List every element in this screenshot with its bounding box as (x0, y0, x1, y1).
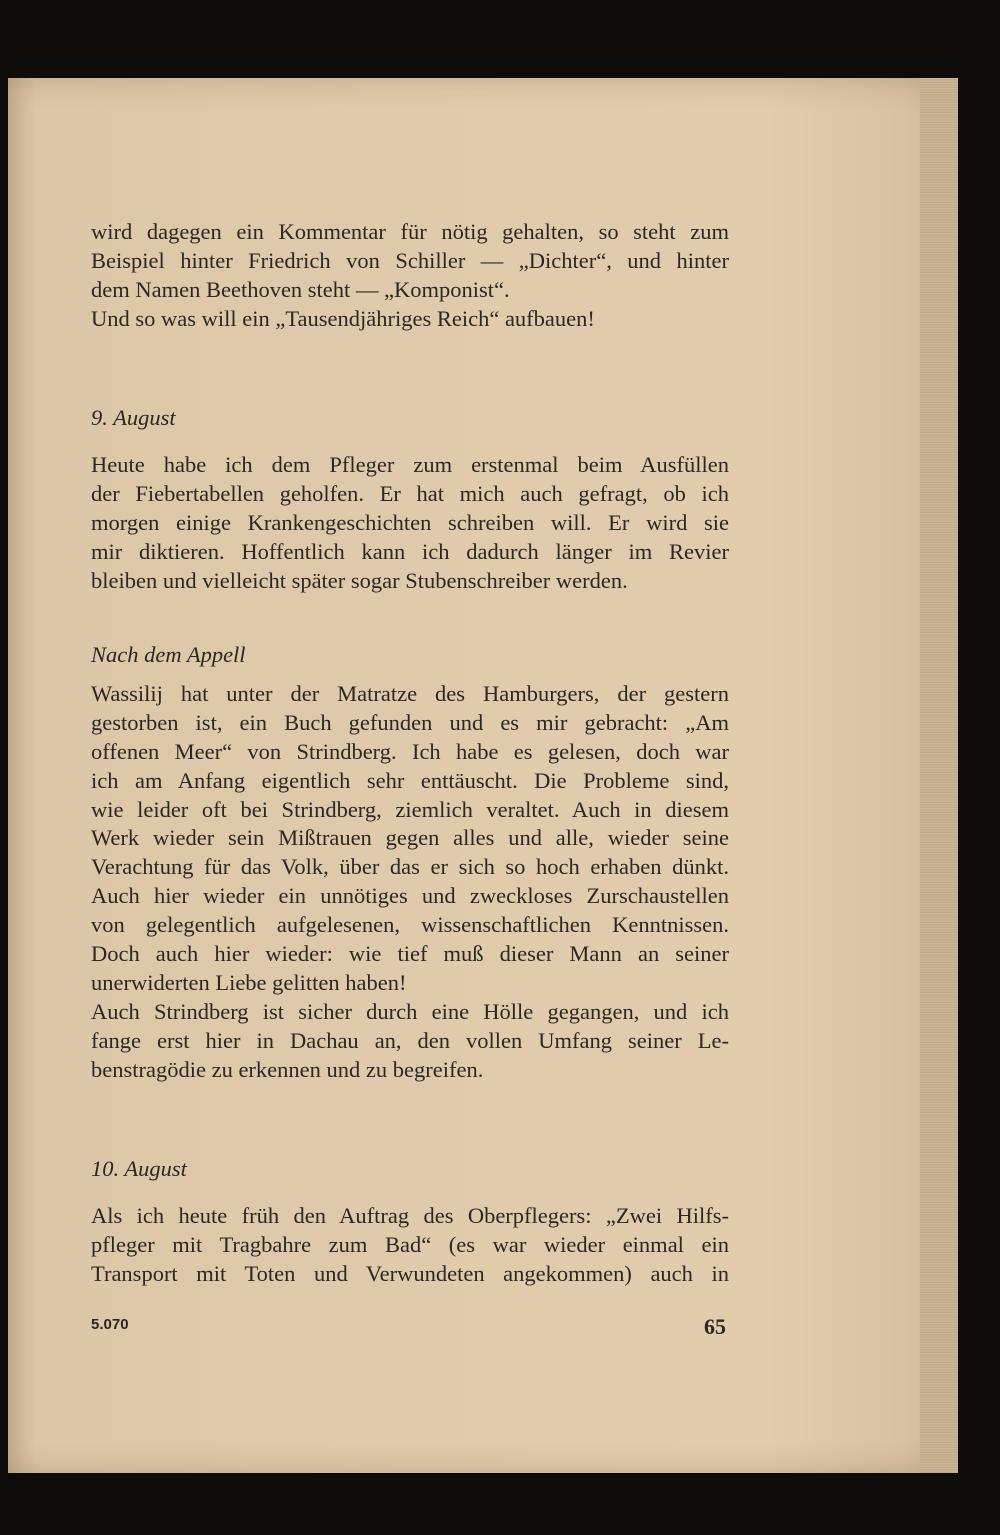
text-line: gestorben ist, ein Buch gefunden und es mir gebracht: „Am (91, 709, 729, 735)
paragraph-4 (91, 1202, 729, 1289)
text-line: Und so was will ein „Tausendjähriges Reich“ aufbauen! (91, 305, 595, 331)
text-line: der Fiebertabellen geholfen. Er hat mich auch gefragt, ob ich (91, 480, 729, 506)
text-line: von gelegentlich aufgelesenen, wissenschaftlichen Kenntnissen. (91, 912, 729, 938)
text-line: Auch Strindberg ist sicher durch eine Hölle gegangen, und ich (91, 998, 729, 1024)
text-line: dem Namen Beethoven steht — „Komponist“. (91, 276, 510, 302)
paragraph-1 (91, 218, 729, 334)
text-line: fange erst hier in Dachau an, den vollen Umfang seiner Le- (91, 1027, 729, 1053)
text-line: Als ich heute früh den Auftrag des Oberpflegers: „Zwei Hilfs- (91, 1203, 729, 1228)
entry-heading: 9. August (91, 405, 176, 430)
text-line: Verachtung für das Volk, über das er sich so hoch erhaben dünkt. (91, 854, 729, 880)
entry-heading: 10. August (91, 1156, 187, 1181)
text-line: benstragödie zu erkennen und zu begreifen. (91, 1056, 484, 1082)
paragraph-3 (91, 680, 729, 1084)
page-number: 65 (704, 1314, 726, 1339)
text-line: Beispiel hinter Friedrich von Schiller — „Dichter“, und hinter (91, 247, 729, 273)
text-line: Doch auch hier wieder: wie tief muß dieser Mann an seiner (91, 941, 729, 967)
text-line: Heute habe ich dem Pfleger zum erstenmal beim Ausfüllen (91, 452, 729, 477)
page-edge (920, 78, 958, 1473)
text-line: Auch hier wieder ein unnötiges und zweckloses Zurschaustellen (91, 883, 729, 909)
text-line: morgen einige Krankengeschichten schreiben will. Er wird sie (91, 509, 729, 535)
text-line: wird dagegen ein Kommentar für nötig gehalten, so steht zum (91, 219, 729, 244)
text-line: unerwiderten Liebe gelitten haben! (91, 969, 407, 995)
text-line: offenen Meer“ von Strindberg. Ich habe es gelesen, doch war (91, 738, 729, 764)
text-line: ich am Anfang eigentlich sehr enttäuscht. Die Probleme sind, (91, 767, 729, 793)
text-line: Transport mit Toten und Verwundeten angekommen) auch in (91, 1260, 729, 1286)
text-line: pfleger mit Tragbahre zum Bad“ (es war wieder einmal ein (91, 1231, 729, 1257)
text-line: Wassilij hat unter der Matratze des Hamburgers, der gestern (91, 681, 729, 706)
text-line: bleiben und vielleicht später sogar Stubenschreiber werden. (91, 567, 628, 593)
text-line: wie leider oft bei Strindberg, ziemlich veraltet. Auch in diesem (91, 796, 729, 822)
paragraph-2 (91, 451, 729, 595)
text-line: Werk wieder sein Mißtrauen gegen alles und alle, wieder seine (91, 825, 729, 851)
text-line: mir diktieren. Hoffentlich kann ich dadurch länger im Revier (91, 538, 729, 564)
entry-heading: Nach dem Appell (91, 642, 246, 667)
signature-mark: 5.070 (91, 1316, 129, 1333)
